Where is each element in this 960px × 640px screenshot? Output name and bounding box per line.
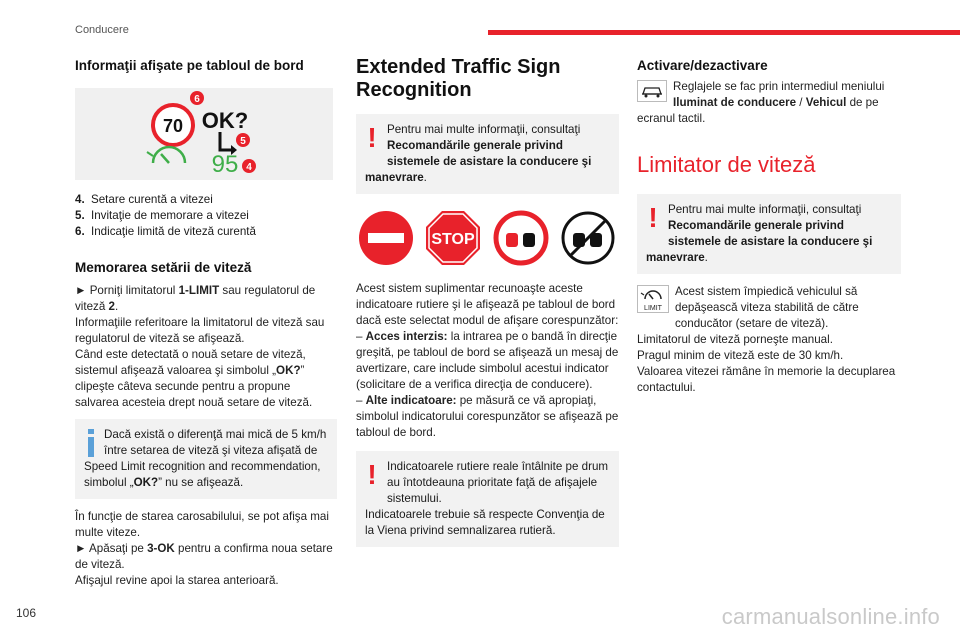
paragraph: Valoarea vitezei rămâne în memorie la decuplarea contactului. — [637, 365, 896, 394]
list-item: 5. Invitaţie de memorare a vitezei — [75, 209, 249, 222]
warning-icon: ! — [367, 459, 377, 490]
speedometer-icon — [153, 147, 185, 163]
stop-sign-icon — [426, 211, 480, 265]
page-number: 106 — [16, 606, 37, 620]
svg-text:LIMIT: LIMIT — [644, 305, 662, 312]
list-item: 4. Setare curentă a vitezei — [75, 193, 213, 206]
column-1 — [75, 58, 337, 589]
svg-text:5: 5 — [240, 136, 246, 147]
traffic-signs-row — [356, 208, 619, 268]
end-no-overtaking-sign-icon — [563, 213, 613, 263]
svg-text:4: 4 — [246, 162, 252, 173]
paragraph: Când este detectată o nouă setare de viteză, sistemul afişează valoarea şi simbolul „OK?” clipeşte câteva secunde pentru a propune salvarea acesteia drept nouă setare de viteză. — [75, 348, 313, 409]
warning-note: ! Pentru mai multe informaţii, consultaţi Recomandările generale privind sistemele de asistare la conducere şi manevrare. — [356, 114, 619, 194]
activation-heading: Activare/dezactivare — [637, 58, 768, 73]
legend-list — [75, 192, 337, 240]
warning-icon: ! — [648, 202, 658, 233]
dashboard-info-heading: Informaţii afişate pe tabloul de bord — [75, 58, 304, 73]
header-accent-bar — [488, 30, 960, 35]
step-start-limiter: ► Porniţi limitatorul 1-LIMIT sau regulatorul de viteză 2. — [75, 284, 316, 313]
warning-note: ! Indicatoarele rutiere reale întâlnite pe drum au întotdeauna prioritate faţă de afişajele sistemului. Indicatoarele trebuie să respecte Convenţia de la Viena privind semnalizarea rutieră. — [356, 451, 619, 547]
paragraph: Pragul minim de viteză este de 30 km/h. — [637, 349, 844, 362]
limiter-title: Limitator de viteză — [637, 152, 816, 177]
ok-prompt-text: OK? — [201, 108, 249, 133]
paragraph: – Alte indicatoare: pe măsură ce vă apropiaţi, simbolul indicatorului corespunzător se afişează pe tabloul de bord. — [356, 394, 619, 439]
paragraph: Limitatorul de viteză porneşte manual. — [637, 333, 833, 346]
paragraph: – Acces interzis: la intrarea pe o bandă în direcţie greşită, pe tabloul de bord se afişează un mesaj de avertizare, care include simbolul acestui indicator (solicitare de a verifica direcţia de conducere). — [356, 330, 619, 391]
watermark-text: carmanualsonline.info — [721, 604, 940, 629]
info-note: Dacă există o diferenţă mai mică de 5 km/h între setarea de viteză şi viteza afişată de Speed Limit recognition and recommendation, simbolul „OK?” nu se afişează. — [75, 419, 337, 499]
paragraph: Afişajul revine apoi la starea anterioară. — [75, 574, 279, 587]
svg-text:STOP: STOP — [431, 231, 475, 248]
paragraph: Acest sistem suplimentar recunoaşte aceste indicatoare rutiere şi le afişează pe tabloul de bord dacă este selectat modul de afişare corespunzător: — [356, 282, 619, 327]
paragraph: Reglajele se fac prin intermediul meniului Iluminat de conducere / Vehicul de pe ecranul tactil. — [637, 80, 885, 125]
step-confirm: ► Apăsaţi pe 3-OK pentru a confirma noua setare de viteză. — [75, 542, 333, 571]
svg-text:6: 6 — [194, 94, 200, 105]
section-heading: Extended Traffic Sign Recognition — [356, 56, 561, 101]
no-overtaking-sign-icon — [496, 213, 546, 263]
warning-note: ! Pentru mai multe informaţii, consultaţi Recomandările generale privind sistemele de asistare la conducere şi manevrare. — [637, 194, 901, 274]
memorize-heading: Memorarea setării de viteză — [75, 260, 252, 275]
column-3 — [637, 58, 901, 396]
dashboard-figure — [75, 88, 333, 180]
current-speed-value: 95 — [211, 151, 239, 178]
list-item: 6. Indicaţie limită de viteză curentă — [75, 225, 256, 238]
paragraph: Informaţiile referitoare la limitatorul de viteză sau regulatorul de viteză se afişează. — [75, 316, 325, 345]
car-settings-icon — [637, 80, 667, 107]
warning-icon: ! — [367, 122, 377, 153]
section-title: Conducere — [75, 24, 129, 36]
speed-limiter-icon — [637, 285, 669, 318]
info-icon — [88, 429, 94, 459]
no-entry-sign-icon — [359, 211, 413, 265]
speed-display-illustration — [75, 88, 333, 180]
paragraph: LIMIT Acest sistem împiedică vehiculul să depăşească viteza stabilită de către conducător (setare de viteză). — [637, 284, 901, 332]
column-2 — [356, 56, 619, 547]
speed-limit-value: 70 — [162, 116, 184, 136]
paragraph: În funcţie de starea carosabilului, se pot afişa mai multe viteze. — [75, 510, 329, 539]
